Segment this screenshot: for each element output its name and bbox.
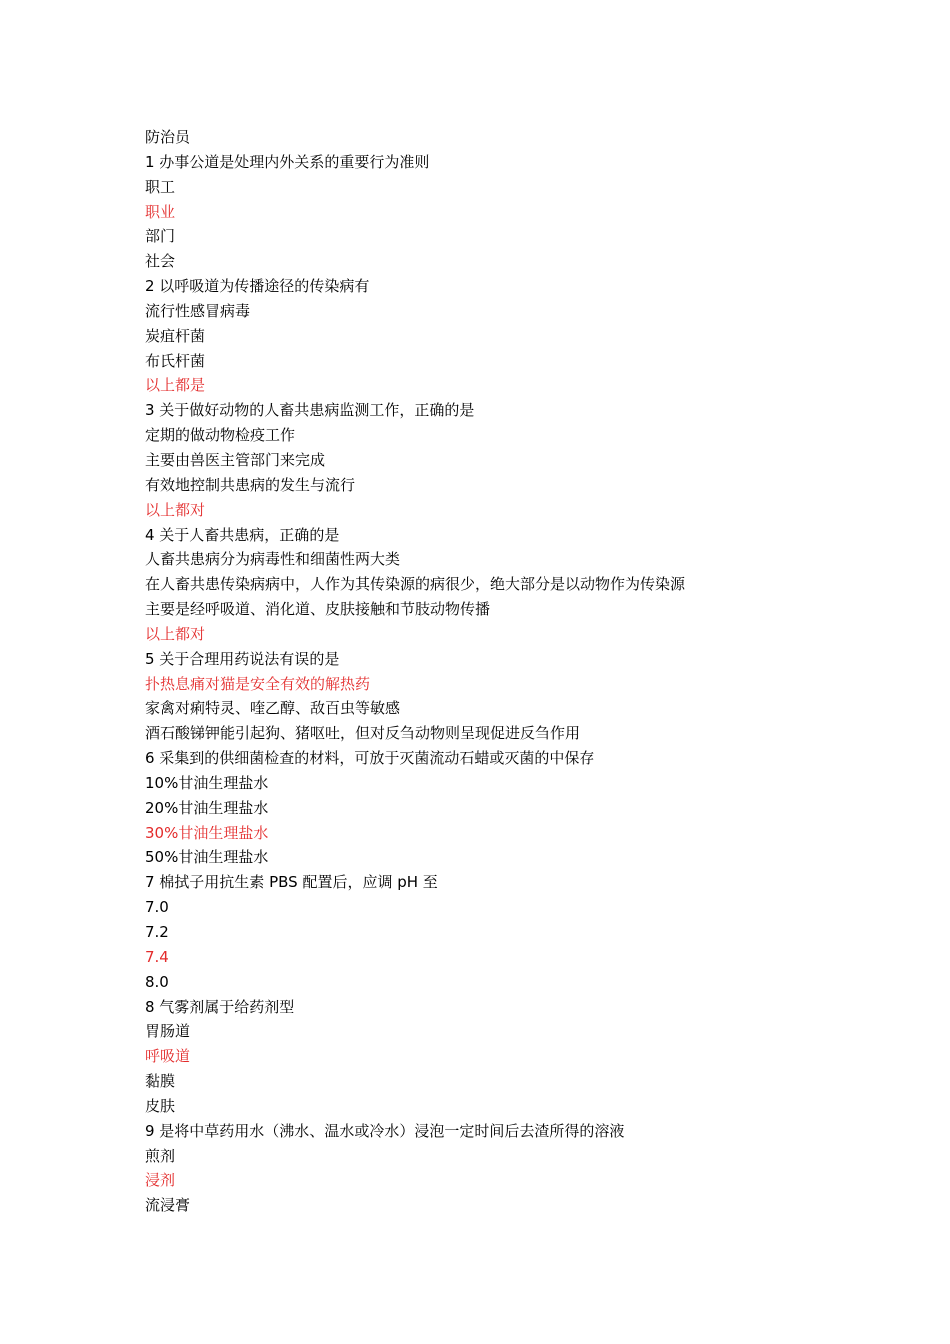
text-line: 胃肠道 xyxy=(145,1022,191,1041)
text-line: 1 办事公道是处理内外关系的重要行为准则 xyxy=(145,152,430,171)
text-line: 8.0 xyxy=(145,972,169,991)
text-line: 8 气雾剂属于给药剂型 xyxy=(145,997,295,1016)
text-line: 9 是将中草药用水（沸水、温水或冷水）浸泡一定时间后去渣所得的溶液 xyxy=(145,1121,625,1140)
text-line: 20%甘油生理盐水 xyxy=(145,798,269,817)
text-line: 防治员 xyxy=(145,128,191,146)
text-line: 炭疽杆菌 xyxy=(145,326,206,345)
text-line: 3 关于做好动物的人畜共患病监测工作，正确的是 xyxy=(145,401,475,420)
answer-line: 呼吸道 xyxy=(145,1047,191,1066)
text-line: 主要由兽医主管部门来完成 xyxy=(145,450,326,469)
text-line: 7.2 xyxy=(145,923,169,941)
text-line: 流行性感冒病毒 xyxy=(145,301,251,320)
text-line: 10%甘油生理盐水 xyxy=(145,773,269,792)
text-line: 职工 xyxy=(145,177,176,196)
text-line: 黏膜 xyxy=(145,1072,176,1091)
text-line: 7.0 xyxy=(145,898,169,917)
text-line: 2 以呼吸道为传播途径的传染病有 xyxy=(145,277,370,296)
text-line: 主要是经呼吸道、消化道、皮肤接触和节肢动物传播 xyxy=(145,600,491,619)
text-line: 人畜共患病分为病毒性和细菌性两大类 xyxy=(145,550,401,569)
text-line: 6 采集到的供细菌检查的材料，可放于灭菌流动石蜡或灭菌的中保存 xyxy=(145,749,595,768)
answer-line: 职业 xyxy=(145,202,176,221)
text-line: 酒石酸锑钾能引起狗、猪呕吐，但对反刍动物则呈现促进反刍作用 xyxy=(145,724,581,743)
text-line: 7 棉拭子用抗生素 PBS 配置后，应调 pH 至 xyxy=(145,873,438,892)
answer-line: 以上都是 xyxy=(145,376,206,395)
answer-line: 浸剂 xyxy=(145,1171,176,1190)
text-line: 在人畜共患传染病病中，人作为其传染源的病很少，绝大部分是以动物作为传染源 xyxy=(145,575,686,594)
answer-line: 7.4 xyxy=(145,947,169,966)
text-line: 社会 xyxy=(145,252,176,271)
answer-line: 以上都对 xyxy=(145,500,206,519)
text-line: 部门 xyxy=(145,227,176,246)
text-line: 煎剂 xyxy=(145,1146,176,1165)
text-line: 流浸膏 xyxy=(145,1196,191,1215)
text-line: 皮肤 xyxy=(145,1096,176,1115)
answer-line: 以上都对 xyxy=(145,624,206,643)
text-line: 4 关于人畜共患病，正确的是 xyxy=(145,525,340,544)
text-line: 5 关于合理用药说法有误的是 xyxy=(145,649,340,668)
document-body xyxy=(145,125,845,1218)
text-line: 家禽对痢特灵、喹乙醇、敌百虫等敏感 xyxy=(145,699,401,718)
answer-line: 扑热息痛对猫是安全有效的解热药 xyxy=(145,674,371,693)
text-line: 定期的做动物检疫工作 xyxy=(145,426,296,445)
text-line: 有效地控制共患病的发生与流行 xyxy=(145,475,356,494)
text-line: 布氏杆菌 xyxy=(145,351,206,370)
answer-line: 30%甘油生理盐水 xyxy=(145,823,269,842)
text-line: 50%甘油生理盐水 xyxy=(145,848,269,867)
